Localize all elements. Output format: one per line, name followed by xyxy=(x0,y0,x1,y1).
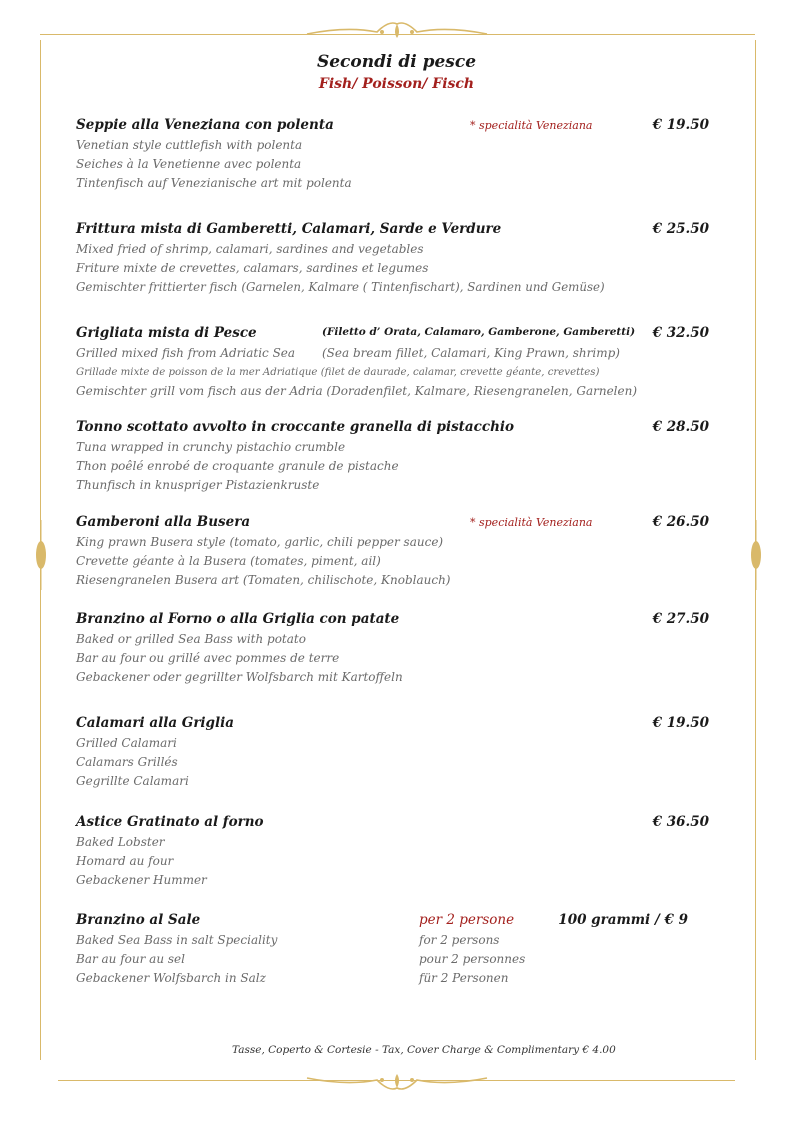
persons-en: for 2 persons xyxy=(419,933,500,947)
menu-item-grigliata xyxy=(76,325,716,401)
translation-en: King prawn Busera style (tomato, garlic, chili pepper sauce) xyxy=(76,535,444,549)
translation-en: Baked or grilled Sea Bass with potato xyxy=(76,632,306,646)
dish-name: Grigliata mista di Pesce xyxy=(76,325,257,341)
translation-fr-row xyxy=(76,950,716,969)
dish-name: Calamari alla Griglia xyxy=(76,715,235,731)
persons-fr: pour 2 personnes xyxy=(419,952,526,966)
menu-item-frittura xyxy=(76,221,716,297)
translation-en: Tuna wrapped in crunchy pistachio crumble xyxy=(76,440,346,454)
persons-de: für 2 Personen xyxy=(419,971,509,985)
translation-fr: Grillade mixte de poisson de la mer Adriatique (filet de daurade, calamar, crevette géante, crevettes) xyxy=(76,367,600,378)
dish-name: Gamberoni alla Busera xyxy=(76,514,251,530)
page-title: Secondi di pesce xyxy=(316,52,477,72)
menu-item-tonno xyxy=(76,419,716,495)
translation-fr: Thon poêlé enrobé de croquante granule de pistache xyxy=(76,459,399,473)
translation-en: Baked Lobster xyxy=(76,835,165,849)
cover-charge-note: Tasse, Coperto & Cortesie - Tax, Cover Charge & Complimentary € 4.00 xyxy=(232,1044,616,1056)
translation-fr: Homard au four xyxy=(76,854,174,868)
right-side-ornament-icon xyxy=(747,520,765,590)
left-side-ornament-icon xyxy=(32,520,50,590)
dish-name: Branzino al Forno o alla Griglia con patate xyxy=(76,611,400,627)
translation-de: Gebackener oder gegrillter Wolfsbarch mit Kartoffeln xyxy=(76,670,403,684)
dish-price: € 36.50 xyxy=(652,814,709,830)
menu-item-calamari xyxy=(76,715,716,791)
dish-name: Frittura mista di Gamberetti, Calamari, Sarde e Verdure xyxy=(76,221,502,237)
translation-en: Baked Sea Bass in salt Speciality xyxy=(76,933,278,947)
translation-en-detail: (Sea bream fillet, Calamari, King Prawn, shrimp) xyxy=(322,346,620,360)
translation-de: Gegrillte Calamari xyxy=(76,774,189,788)
top-ornament-icon xyxy=(297,16,497,46)
menu-item-gamberoni xyxy=(76,514,716,590)
translation-de-row xyxy=(76,969,716,988)
dish-price: € 27.50 xyxy=(652,611,709,627)
persons-count: per 2 persone xyxy=(419,912,515,928)
translation-de: Tintenfisch auf Venezianische art mit polenta xyxy=(76,176,352,190)
page-subtitle: Fish/ Poisson/ Fisch xyxy=(318,76,475,92)
translation-de: Gebackener Wolfsbarch in Salz xyxy=(76,971,266,985)
translation-fr: Calamars Grillés xyxy=(76,755,178,769)
dish-price: € 28.50 xyxy=(652,419,709,435)
translation-fr: Friture mixte de crevettes, calamars, sardines et legumes xyxy=(76,261,429,275)
translation-de: Gemischter frittierter fisch (Garnelen, Kalmare ( Tintenfischart), Sardinen und Gemüse) xyxy=(76,280,605,294)
speciality-note: * specialità Veneziana xyxy=(470,119,593,132)
translation-fr: Seiches à la Venetienne avec polenta xyxy=(76,157,302,171)
dish-name: Astice Gratinato al forno xyxy=(76,814,264,830)
translation-en: Grilled Calamari xyxy=(76,736,177,750)
dish-name: Seppie alla Veneziana con polenta xyxy=(76,117,334,133)
dish-detail: (Filetto d’ Orata, Calamaro, Gamberone, Gamberetti) xyxy=(322,326,636,338)
speciality-note: * specialità Veneziana xyxy=(470,516,593,529)
dish-price: € 19.50 xyxy=(652,117,709,133)
translation-de: Gebackener Hummer xyxy=(76,873,207,887)
dish-price: € 26.50 xyxy=(652,514,709,530)
bottom-ornament-icon xyxy=(297,1066,497,1096)
dish-price: 100 grammi / € 9 xyxy=(558,912,688,928)
dish-price: € 32.50 xyxy=(652,325,709,341)
menu-item-astice xyxy=(76,814,716,890)
translation-en-row xyxy=(76,931,716,950)
menu-item-seppie xyxy=(76,117,716,193)
translation-fr: Bar au four ou grillé avec pommes de terre xyxy=(76,651,340,665)
menu-item-branzino-forno xyxy=(76,611,716,687)
translation-en-row xyxy=(76,344,716,363)
translation-en: Venetian style cuttlefish with polenta xyxy=(76,138,303,152)
translation-de: Riesengranelen Busera art (Tomaten, chilischote, Knoblauch) xyxy=(76,573,451,587)
dish-price: € 25.50 xyxy=(652,221,709,237)
translation-fr: Crevette géante à la Busera (tomates, piment, ail) xyxy=(76,554,381,568)
translation-en: Grilled mixed fish from Adriatic Sea xyxy=(76,346,296,360)
translation-de: Gemischter grill vom fisch aus der Adria (Doradenfilet, Kalmare, Riesengranelen, Garnelen) xyxy=(76,384,638,398)
dish-name: Branzino al Sale xyxy=(76,912,201,928)
translation-fr: Bar au four au sel xyxy=(76,952,185,966)
menu-item-branzino-sale xyxy=(76,912,716,988)
translation-de: Thunfisch in knuspriger Pistazienkruste xyxy=(76,478,320,492)
dish-name: Tonno scottato avvolto in croccante granella di pistacchio xyxy=(76,419,515,435)
translation-en: Mixed fried of shrimp, calamari, sardines and vegetables xyxy=(76,242,424,256)
dish-price: € 19.50 xyxy=(652,715,709,731)
